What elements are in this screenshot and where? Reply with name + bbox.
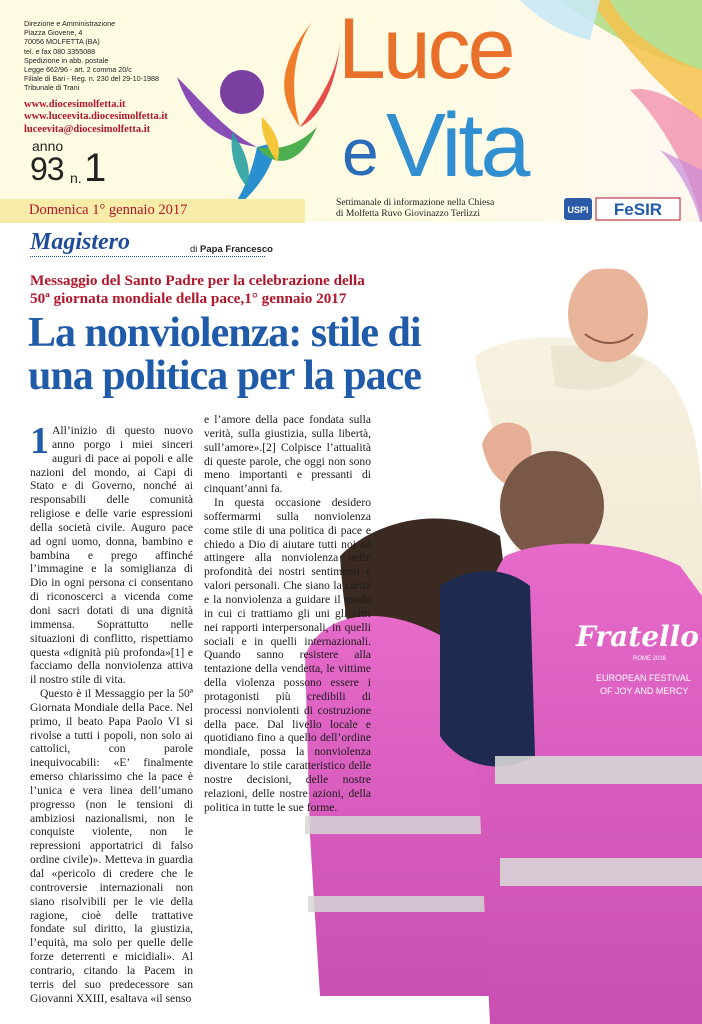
headline-line: una politica per la pace xyxy=(28,353,421,399)
website-link[interactable]: www.luceevita.diocesimolfetta.it xyxy=(24,111,168,123)
article-paragraph: In questa occasione desidero soffermarmi sulla nonviolenza come stile di una politica di pace e chiedo a Dio di aiutare tutti noi ad attingere alla nonviolenza nelle profondità dei nostri sentimenti e valori personali. Che siano la carità e la nonviolenza a guidare il modo in cui ci trattiamo gli uni gli altri nei rapporti interpersonali, in quelli sociali e in quelli internazionali. Quando sanno resistere alla tentazione della vendetta, le vittime della violenza possono essere i protagonisti più credibili di processi nonviolenti di costruzione della pace. Dal livello locale e quotidiano fino a quello dell’ordine mondiale, possa la nonviolenza diventare lo stile caratteristico delle nostre decisioni, delle nostre relazioni, delle nostre azioni, della politica in tutte le sue forme. xyxy=(204,496,371,814)
admin-line: Spedizione in abb. postale xyxy=(24,55,109,65)
year-label: anno xyxy=(32,138,64,154)
headline-line: La nonviolenza: stile di xyxy=(28,310,421,356)
subtitle-line: Messaggio del Santo Padre per la celebrazione della xyxy=(30,272,365,289)
dove-logo-icon xyxy=(172,22,342,217)
publisher-badges xyxy=(562,196,682,222)
issue-label: n. xyxy=(70,170,82,186)
article-paragraph: e l’amore della pace fondata sulla verità, sulla giustizia, sulla libertà, sull’amore».[2] Colpisce l’attualità di queste parole, che oggi non sono meno importanti e pressanti di cinquant’anni fa. xyxy=(204,413,371,496)
admin-line: Piazza Giovene, 4 xyxy=(24,28,83,38)
subtitle-line: 50ª giornata mondiale della pace,1° gennaio 2017 xyxy=(30,289,347,307)
drop-cap: 1 xyxy=(30,420,49,462)
uspi-badge-text: USPI xyxy=(567,205,589,215)
admin-line: tel. e fax 080 3355088 xyxy=(24,46,96,56)
paragraph-text: All’inizio di questo nuovo anno porgo i miei sinceri auguri di pace ai popoli e alle nazioni del mondo, ai Capi di Stato e di Governo, nonché ai responsabili delle comunità religiose e delle varie espressioni della società civile. Auguro pace ad ogni uomo, donna, bambino e bambina e prego affinché l’immagine e la somiglianza di Dio in ogni persona ci consentano di riconoscerci a vicenda come doni sacri dotati di una dignità immensa. Soprattutto nelle situazioni di conflitto, rispettiamo questa «dignità più profonda»[1] e facciamo della nonviolenza attiva il nostro stile di vita. xyxy=(30,424,193,687)
article-column-1 xyxy=(30,420,193,1005)
vest-tagline-2: OF JOY AND MERCY xyxy=(600,686,689,696)
issue-number: 1 xyxy=(84,146,107,190)
masthead-title-luce: Luce xyxy=(338,1,513,97)
section-rule xyxy=(30,256,265,257)
email-link[interactable]: luceevita@diocesimolfetta.it xyxy=(24,123,151,135)
section-label: Magistero xyxy=(30,229,131,255)
masthead-title-vita: Vita xyxy=(386,96,528,196)
byline xyxy=(190,244,273,255)
byline-author: Papa Francesco xyxy=(200,244,273,255)
masthead-title-e: e xyxy=(342,115,379,189)
publication-description xyxy=(336,198,576,219)
website-link[interactable]: www.diocesimolfetta.it xyxy=(24,99,126,110)
admin-line: Legge 662/96 - art. 2 comma 20/c xyxy=(24,65,132,75)
year-number: 93 xyxy=(30,151,64,187)
admin-line: Filiale di Bari - Reg. n. 230 del 29-10-1988 xyxy=(24,74,160,84)
vest-tagline-1: EUROPEAN FESTIVAL xyxy=(596,673,691,683)
web-links xyxy=(24,99,168,136)
article-column-2 xyxy=(204,413,371,814)
admin-line: Tribunale di Trani xyxy=(24,83,80,93)
admin-line: Direzione e Amministrazione xyxy=(24,19,116,28)
description-line: Settimanale di informazione nella Chiesa xyxy=(336,197,495,208)
byline-prefix: di xyxy=(190,244,198,255)
issue-date: Domenica 1° gennaio 2017 xyxy=(29,202,188,218)
article-paragraph: Questo è il Messaggio per la 50ª Giornata Mondiale della Pace. Nel primo, il beato Papa Paolo VI si rivolse a tutti i popoli, non solo ai cattolici, con parole inequivocabili: «E’ finalmente emerso chiarissimo che la pace è l’unica e vera linea dell’umano progresso (non le tensioni di ambiziosi nazionalismi, non le conquiste violente, non le repressioni apportatrici di falso ordine civile)». Metteva in guardia dal «pericolo di credere che le controversie internazionali non siano risolvibili per le vie della ragione, cioè delle trattative fondate sul diritto, la giustizia, l’equità, ma solo per quelle delle forze deterrenti e micidiali». Al contrario, citando la Pacem in terris del suo predecessore san Giovanni XXIII, esaltava «il senso xyxy=(30,687,193,1005)
vest-title: Fratello xyxy=(576,620,699,653)
vest-subtitle: ROME 2016 xyxy=(633,656,667,662)
fesir-badge-text: FeSIR xyxy=(613,200,663,219)
admin-line: 70056 MOLFETTA (BA) xyxy=(24,37,100,47)
article-paragraph xyxy=(30,420,193,687)
description-line: di Molfetta Ruvo Giovinazzo Terlizzi xyxy=(336,207,481,219)
